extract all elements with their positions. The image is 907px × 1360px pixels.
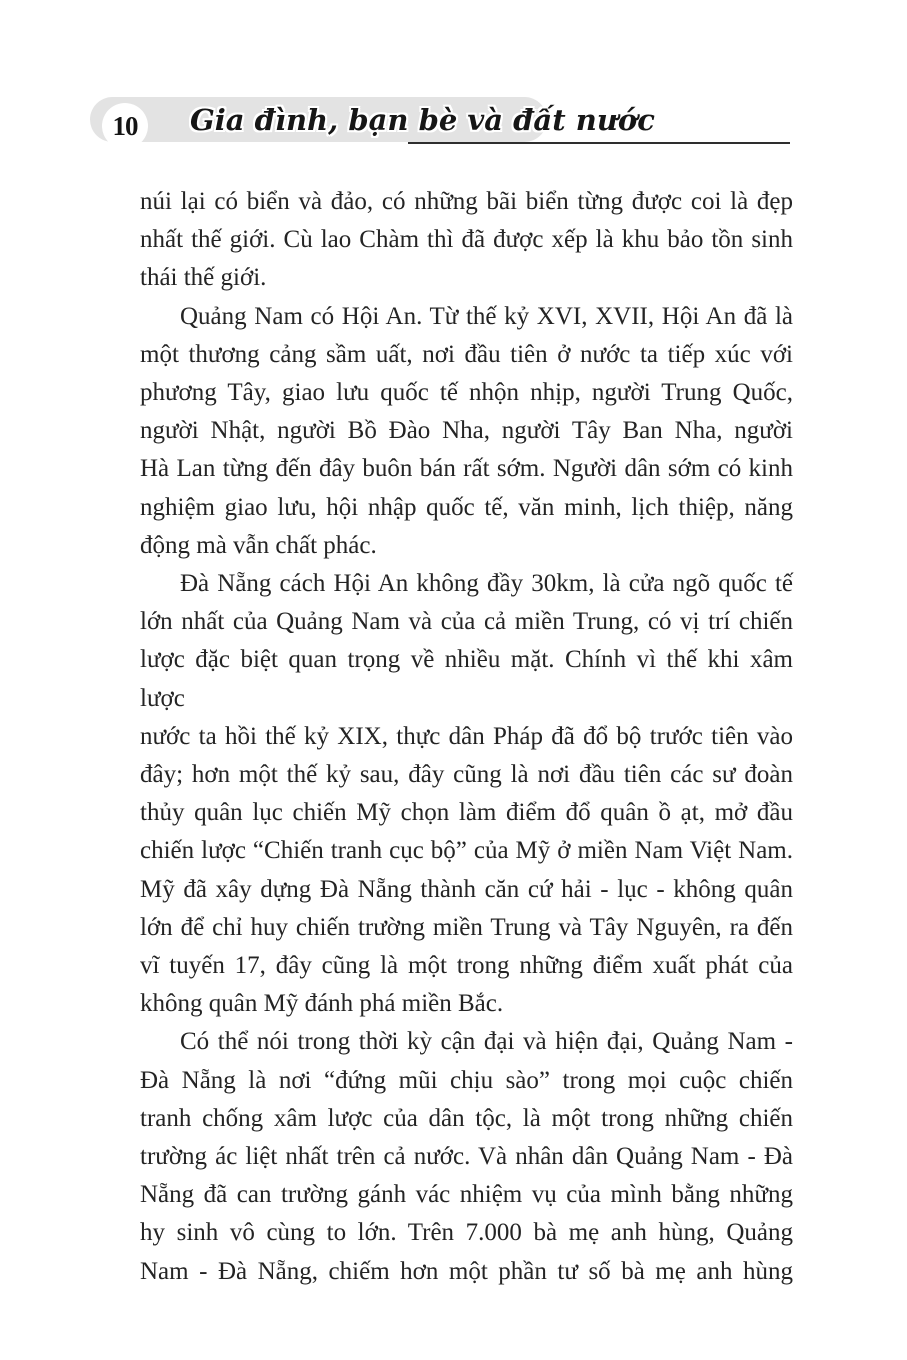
text-line: lớn nhất của Quảng Nam và của cả miền Trung, có vị trí chiến <box>140 608 793 636</box>
text-line: thủy quân lục chiến Mỹ chọn làm điểm đổ quân ồ ạt, mở đầu <box>140 799 793 827</box>
text-line: Mỹ đã xây dựng Đà Nẵng thành căn cứ hải - lục - không quân <box>140 875 793 903</box>
text-line: Hà Lan từng đến đây buôn bán rất sớm. Người dân sớm có kinh <box>140 455 793 483</box>
text-line: hy sinh vô cùng to lớn. Trên 7.000 bà mẹ anh hùng, Quảng <box>140 1219 793 1247</box>
header-rule <box>408 142 790 144</box>
text-line: thái thế giới. <box>140 264 267 292</box>
text-line: phương Tây, giao lưu quốc tế nhộn nhịp, người Trung Quốc, <box>140 379 793 407</box>
text-line: tranh chống xâm lược của dân tộc, là một trong những chiến <box>140 1104 793 1132</box>
body-text <box>140 183 793 1291</box>
text-line: nước ta hồi thế kỷ XIX, thực dân Pháp đã đổ bộ trước tiên vào <box>140 722 793 750</box>
text-line: Nam - Đà Nẵng, chiếm hơn một phần tư số bà mẹ anh hùng <box>140 1257 793 1285</box>
text-line: Có thể nói trong thời kỳ cận đại và hiện đại, Quảng Nam - <box>180 1028 793 1056</box>
text-line: Đà Nẵng là nơi “đứng mũi chịu sào” trong mọi cuộc chiến <box>140 1066 793 1094</box>
text-line: trường ác liệt nhất trên cả nước. Và nhân dân Quảng Nam - Đà <box>140 1143 793 1171</box>
text-line: một thương cảng sầm uất, nơi đầu tiên ở nước ta tiếp xúc với <box>140 340 793 368</box>
text-line: nhất thế giới. Cù lao Chàm thì đã được xếp là khu bảo tồn sinh <box>140 226 793 254</box>
text-line: đây; hơn một thế kỷ sau, đây cũng là nơi đầu tiên các sư đoàn <box>140 761 793 789</box>
text-line: vĩ tuyến 17, đây cũng là một trong những điểm xuất phát của <box>140 952 793 980</box>
text-line: Quảng Nam có Hội An. Từ thế kỷ XVI, XVII, Hội An đã là <box>180 302 793 330</box>
text-line: núi lại có biển và đảo, có những bãi biển từng được coi là đẹp <box>140 188 793 215</box>
text-line: không quân Mỹ đánh phá miền Bắc. <box>140 990 504 1018</box>
page-number: 10 <box>112 110 138 141</box>
text-line: nghiệm giao lưu, hội nhập quốc tế, văn minh, lịch thiệp, năng <box>140 493 793 521</box>
page-number-badge <box>102 103 148 149</box>
text-line: lược đặc biệt quan trọng về nhiều mặt. Chính vì thế khi xâm lược <box>140 646 793 712</box>
text-line: chiến lược “Chiến tranh cục bộ” của Mỹ ở miền Nam Việt Nam. <box>140 837 793 865</box>
text-line: Đà Nẵng cách Hội An không đầy 30km, là cửa ngõ quốc tế <box>180 570 793 598</box>
text-line: động mà vẫn chất phác. <box>140 531 377 559</box>
header-title: Gia đình, bạn bè và đất nước <box>190 103 655 137</box>
text-line: người Nhật, người Bồ Đào Nha, người Tây Ban Nha, người <box>140 417 793 445</box>
text-line: Nẵng đã can trường gánh vác nhiệm vụ của mình bằng những <box>140 1181 793 1209</box>
text-line: lớn để chỉ huy chiến trường miền Trung và Tây Nguyên, ra đến <box>140 913 793 941</box>
